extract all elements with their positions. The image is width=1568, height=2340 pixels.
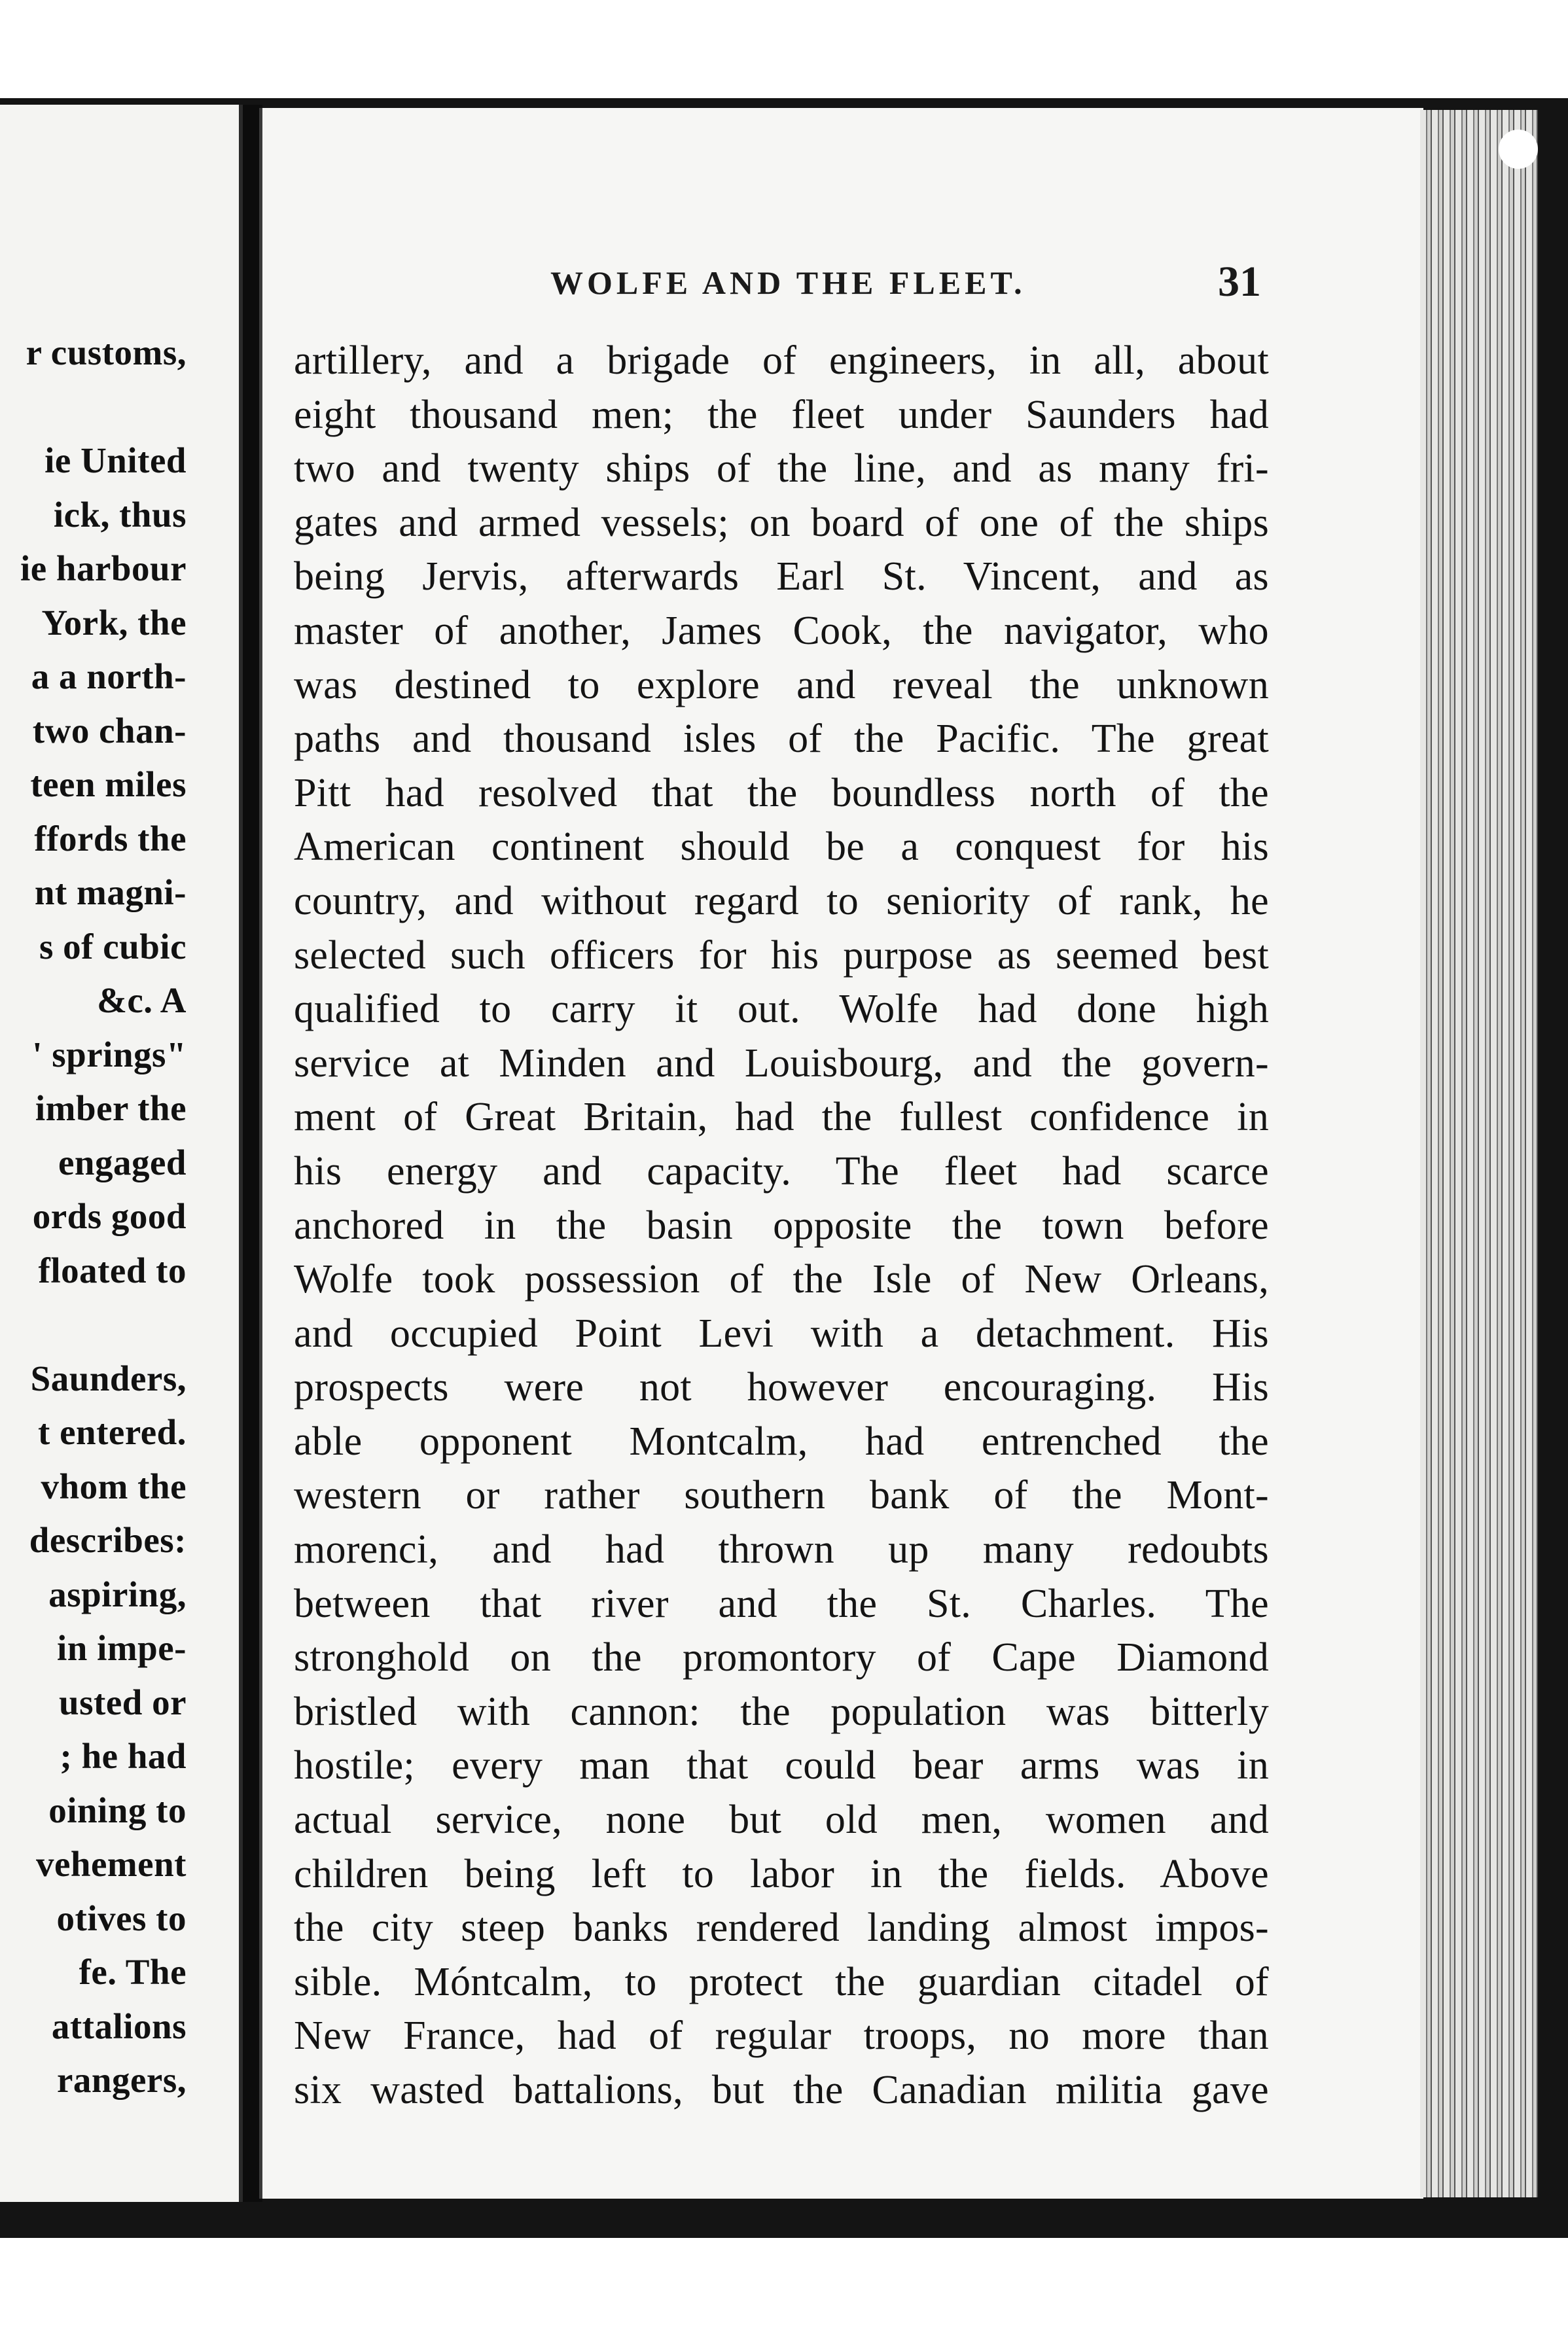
text-line: ie harbour	[20, 548, 187, 588]
text-line: selected such officers for his purpose as seemed best	[294, 932, 1269, 978]
text-line: ' springs"	[32, 1034, 187, 1074]
text-line: paths and thousand isles of the Pacific. The great	[294, 717, 1269, 762]
text-line: teen miles	[30, 764, 187, 804]
text-line: eight thousand men; the fleet under Saunders had	[294, 392, 1269, 437]
text-line: ; he had	[60, 1736, 187, 1776]
text-line: rangers,	[57, 2060, 187, 2100]
text-line: between that river and the St. Charles. The	[294, 1581, 1269, 1626]
text-line: vehement	[35, 1844, 187, 1884]
page-header	[262, 258, 1423, 317]
left-page	[0, 105, 243, 2202]
page-edges	[1420, 110, 1538, 2197]
text-line: actual service, none but old men, women and	[294, 1798, 1269, 1843]
text-line: sible. Móntcalm, to protect the guardian citadel of	[294, 1959, 1269, 2004]
page-number: 31	[1218, 258, 1261, 306]
text-line: gates and armed vessels; on board of one of the ships	[294, 500, 1269, 545]
text-line: s of cubic	[39, 926, 187, 966]
text-line: floated to	[38, 1250, 187, 1290]
text-line: nt magni-	[34, 872, 187, 912]
text-line: hostile; every man that could bear arms was in	[294, 1743, 1269, 1788]
text-line: qualified to carry it out. Wolfe had done high	[294, 987, 1269, 1032]
text-line: master of another, James Cook, the navigator, who	[294, 608, 1269, 653]
text-line: attalions	[51, 2006, 187, 2046]
scan-top-margin	[0, 0, 1568, 98]
text-line: country, and without regard to seniority of rank, he	[294, 878, 1269, 923]
text-line: Saunders,	[30, 1358, 187, 1398]
text-line: bristled with cannon: the population was bitterly	[294, 1689, 1269, 1734]
text-line: western or rather southern bank of the Mont-	[294, 1473, 1269, 1518]
text-line: r customs,	[26, 332, 187, 372]
text-line: anchored in the basin opposite the town before	[294, 1203, 1269, 1248]
text-line: &c. A	[97, 980, 187, 1020]
text-line: service at Minden and Louisbourg, and the govern-	[294, 1040, 1269, 1086]
text-line: ment of Great Britain, had the fullest confidence in	[294, 1095, 1269, 1140]
edge-highlight	[1499, 130, 1538, 169]
running-head: WOLFE AND THE FLEET.	[550, 264, 1026, 301]
text-line: otives to	[56, 1898, 187, 1938]
text-line: morenci, and had thrown up many redoubts	[294, 1527, 1269, 1572]
text-line: and occupied Point Levi with a detachment. His	[294, 1311, 1269, 1356]
right-page	[259, 108, 1423, 2199]
text-line: his energy and capacity. The fleet had scarce	[294, 1148, 1269, 1194]
text-line: a a north-	[31, 656, 187, 696]
text-line: ords good	[32, 1196, 187, 1236]
text-line: six wasted battalions, but the Canadian militia gave	[294, 2068, 1269, 2112]
text-line: two chan-	[32, 710, 187, 751]
text-line: York, the	[41, 602, 187, 643]
text-line: stronghold on the promontory of Cape Diamond	[294, 1635, 1269, 1680]
left-page-text	[0, 326, 187, 2108]
text-line: able opponent Montcalm, had entrenched the	[294, 1419, 1269, 1464]
scan-bottom-margin	[0, 2238, 1568, 2340]
text-line: fe. The	[79, 1952, 187, 1992]
text-line	[0, 1298, 187, 1352]
text-line: being Jervis, afterwards Earl St. Vincent, and as	[294, 554, 1269, 599]
text-line: two and twenty ships of the line, and as many fri-	[294, 446, 1269, 491]
text-line: Wolfe took possession of the Isle of New Orleans,	[294, 1257, 1269, 1302]
text-line: engaged	[58, 1142, 187, 1182]
text-line: vhom the	[41, 1466, 187, 1506]
text-line: imber the	[35, 1088, 187, 1128]
text-line: aspiring,	[48, 1574, 187, 1614]
text-line: children being left to labor in the fields. Above	[294, 1851, 1269, 1896]
text-line: was destined to explore and reveal the unknown	[294, 662, 1269, 707]
text-line: ffords the	[34, 818, 187, 859]
text-line: t entered.	[38, 1412, 187, 1452]
body-text	[294, 334, 1269, 2118]
text-line: ick, thus	[53, 494, 187, 535]
text-line: oining to	[48, 1790, 187, 1830]
text-line: in impe-	[56, 1628, 187, 1668]
text-line: usted or	[59, 1682, 187, 1722]
text-line: prospects were not however encouraging. His	[294, 1365, 1269, 1410]
text-line: artillery, and a brigade of engineers, in all, about	[294, 338, 1269, 383]
text-line: ie United	[45, 440, 187, 480]
text-line: the city steep banks rendered landing almost impos-	[294, 1906, 1269, 1951]
text-line	[0, 380, 187, 434]
text-line: Pitt had resolved that the boundless north of the	[294, 770, 1269, 815]
text-line: New France, had of regular troops, no more than	[294, 2013, 1269, 2059]
text-line: describes:	[29, 1520, 187, 1560]
text-line: American continent should be a conquest for his	[294, 824, 1269, 870]
